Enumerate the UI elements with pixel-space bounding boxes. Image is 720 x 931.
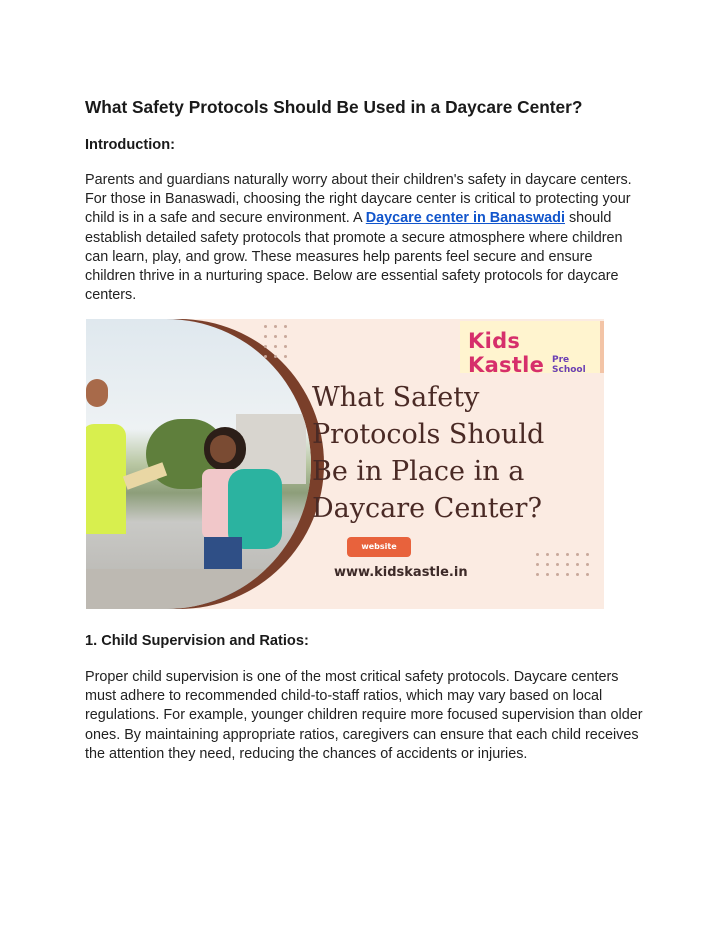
section1-line-5: the attention they need, reducing the chances of accidents or injuries. [85, 745, 528, 762]
decorative-dot [576, 563, 579, 566]
decorative-dot [566, 563, 569, 566]
intro-line-6: children thrive in a nurturing space. Below are essential safety protocols for daycare [85, 268, 619, 285]
logo-subtitle: Pre School [552, 355, 586, 375]
banner-heading-line-3: Be in Place in a [312, 456, 525, 487]
banner-website-button: website [347, 537, 411, 557]
decorative-dot [546, 553, 549, 556]
banner-heading [312, 379, 582, 527]
decorative-dot [556, 573, 559, 576]
intro-line-2: For those in Banaswadi, choosing the right daycare center is critical to protecting your [85, 191, 631, 208]
decorative-dot [566, 553, 569, 556]
decorative-dot [556, 553, 559, 556]
decorative-dot [264, 325, 267, 328]
decorative-dot [274, 335, 277, 338]
intro-line-5: can learn, play, and grow. These measures help parents feel secure and ensure [85, 248, 593, 265]
daycare-banaswadi-link[interactable]: Daycare center in Banaswadi [365, 210, 565, 227]
kids-kastle-logo [460, 321, 604, 377]
intro-line-3 [85, 209, 645, 228]
intro-paragraph [85, 171, 645, 305]
intro-line-4: establish detailed safety protocols that promote a secure atmosphere where children [85, 229, 623, 246]
clipboard-shape [123, 462, 167, 490]
decorative-dot [576, 553, 579, 556]
adult-head-shape [86, 379, 108, 407]
decorative-dot [284, 355, 287, 358]
decorative-dot [264, 335, 267, 338]
decorative-dot [536, 573, 539, 576]
decorative-dot [556, 563, 559, 566]
decorative-dot [284, 335, 287, 338]
decorative-dot [586, 553, 589, 556]
section1-line-3: regulations. For example, younger children require more focused supervision than older [85, 707, 643, 724]
section1-heading: 1. Child Supervision and Ratios: [85, 633, 309, 649]
intro-line-1: Parents and guardians naturally worry about their children's safety in daycare centers. [85, 172, 632, 188]
decorative-dot [536, 563, 539, 566]
child-face-shape [210, 435, 236, 463]
intro-text-before-link: child is in a safe and secure environment. A [85, 210, 366, 227]
decorative-dot [274, 345, 277, 348]
decorative-dot [546, 573, 549, 576]
decorative-dot [546, 563, 549, 566]
decorative-dot [586, 563, 589, 566]
decorative-dot [264, 355, 267, 358]
banner-heading-line-2: Protocols Should [312, 419, 545, 450]
banner-heading-line-4: Daycare Center? [312, 493, 542, 524]
section1-line-4: ones. By maintaining appropriate ratios, caregivers can ensure that each child receives [85, 726, 639, 743]
adult-vest-shape [86, 424, 126, 534]
decorative-dot [586, 573, 589, 576]
decorative-dot [566, 573, 569, 576]
ground-shape [86, 569, 311, 609]
logo-wordmark: Kids Kastle [468, 329, 545, 377]
banner-heading-line-1: What Safety [312, 382, 480, 413]
section1-line-1: Proper child supervision is one of the most critical safety protocols. Daycare centers [85, 669, 619, 685]
decorative-dot [264, 345, 267, 348]
decorative-dot [576, 573, 579, 576]
decorative-dot [284, 345, 287, 348]
intro-heading: Introduction: [85, 137, 175, 153]
decorative-dot [274, 355, 277, 358]
decorative-dot [536, 553, 539, 556]
section1-line-2: must adhere to recommended child-to-staff ratios, which may vary based on local [85, 688, 603, 705]
section1-paragraph [85, 668, 645, 764]
decorative-dot [284, 325, 287, 328]
intro-line-7: centers. [85, 287, 137, 304]
banner-url: www.kidskastle.in [334, 565, 468, 580]
article-banner-image [86, 319, 604, 609]
intro-text-after-link: should [564, 210, 612, 227]
decorative-dot [274, 325, 277, 328]
document-title: What Safety Protocols Should Be Used in a Daycare Center? [85, 97, 583, 117]
